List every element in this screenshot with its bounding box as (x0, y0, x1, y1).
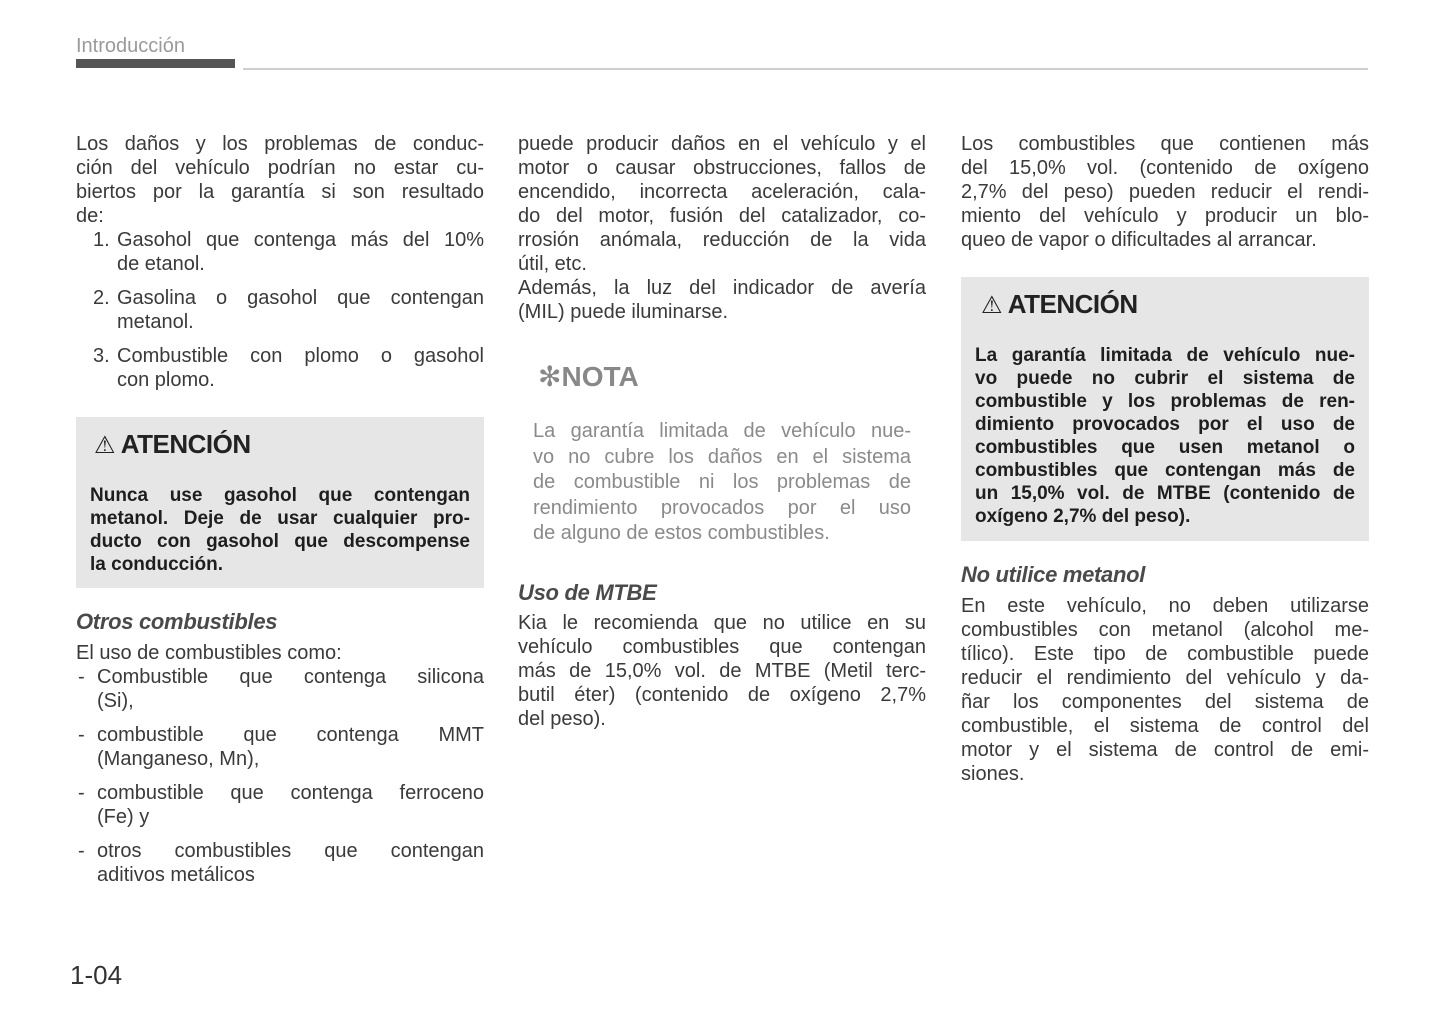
text-line: La garantía limitada de vehículo nue- (533, 420, 911, 442)
dash-text (97, 781, 484, 829)
text-line: otros combustibles que contengan (97, 840, 484, 862)
text-line: miento del vehículo y producir un blo- (961, 205, 1369, 227)
text-line: aditivos metálicos (97, 864, 255, 886)
text-line: de: (76, 205, 104, 227)
text-line: (Fe) y (97, 806, 150, 828)
warning-triangle-icon: ⚠ (981, 292, 1003, 319)
warning-text (975, 344, 1355, 528)
text-line: 2,7% del peso) pueden reducir el rendi- (961, 181, 1369, 203)
text-line: En este vehículo, no deben utilizarse (961, 595, 1369, 617)
text-line: útil, etc. (518, 253, 587, 275)
text-line: motor o causar obstrucciones, fallos de (518, 157, 926, 179)
text-line: siones. (961, 763, 1025, 785)
dash-item (78, 781, 484, 829)
dash-bullet: - (78, 666, 85, 688)
asterisk-icon: ✻ (538, 361, 562, 392)
warning-triangle-icon: ⚠ (94, 432, 116, 459)
text-line: Los combustibles que contienen más (961, 133, 1369, 155)
text-line: un 15,0% vol. de MTBE (contenido de (975, 483, 1355, 504)
dash-item (78, 839, 484, 887)
text-line: Además, la luz del indicador de avería (518, 277, 926, 299)
dash-item (78, 665, 484, 713)
text-line: biertos por la garantía si son resultado (76, 181, 484, 203)
list-number: 3. (93, 345, 110, 367)
text-line: ducto con gasohol que descompense (90, 531, 470, 552)
text-line: reducir el rendimiento del vehículo y da- (961, 667, 1369, 689)
dash-bullet: - (78, 782, 85, 804)
warning-title (981, 289, 1138, 320)
text-line: combustibles con metanol (alcohol me- (961, 619, 1369, 641)
text-line: del 15,0% vol. (contenido de oxígeno (961, 157, 1369, 179)
list-item (93, 286, 484, 334)
text-line: vo puede no cubrir el sistema de (975, 368, 1355, 389)
text-line: (Manganeso, Mn), (97, 748, 260, 770)
list-text (117, 228, 484, 276)
text-line: del peso). (518, 708, 606, 730)
intro-paragraph (76, 132, 484, 228)
text-line: Nunca use gasohol que contengan (90, 485, 470, 506)
text-line: combustible que contenga MMT (97, 724, 484, 746)
warning-box (961, 277, 1369, 541)
text-line: vehículo combustibles que contengan (518, 636, 926, 658)
list-item (93, 344, 484, 392)
text-line: queo de vapor o dificultades al arrancar. (961, 229, 1317, 251)
text-line: más de 15,0% vol. de MTBE (Metil terc- (518, 660, 926, 682)
paragraph (518, 611, 926, 731)
text-line: El uso de combustibles como: (76, 642, 342, 664)
header-divider (243, 68, 1368, 70)
text-line: (MIL) puede iluminarse. (518, 301, 729, 323)
section-title: Introducción (76, 35, 185, 57)
dash-bullet: - (78, 724, 85, 746)
text-line: rrosión anómala, reducción de la vida (518, 229, 926, 251)
text-line: Kia le recomienda que no utilice en su (518, 612, 926, 634)
text-line: combustibles que usen metanol o (975, 437, 1355, 458)
note-title (538, 360, 639, 393)
text-line: Gasolina o gasohol que contengan (117, 287, 484, 309)
list-number: 1. (93, 229, 110, 251)
dash-text (97, 723, 484, 771)
text-line: butil éter) (contenido de oxígeno 2,7% (518, 684, 926, 706)
text-line: combustible y los problemas de ren- (975, 391, 1355, 412)
text-line: do del motor, fusión del catalizador, co- (518, 205, 926, 227)
text-line: combustibles que contengan más de (975, 460, 1355, 481)
text-line: ción del vehículo podrían no estar cu- (76, 157, 484, 179)
text-line: vo no cubre los daños en el sistema (533, 445, 911, 468)
warning-title-text: ATENCIÓN (120, 429, 251, 459)
warning-text (90, 484, 470, 576)
text-line: rendimiento provocados por el uso (533, 496, 911, 519)
warning-title-text: ATENCIÓN (1007, 289, 1138, 319)
warning-title (94, 429, 251, 460)
paragraph (518, 276, 926, 324)
note-text (533, 419, 911, 547)
note-title-text: NOTA (561, 361, 639, 392)
page-number: 1-04 (70, 960, 123, 990)
text-line: combustible que contenga ferroceno (97, 782, 484, 804)
text-line: oxígeno 2,7% del peso). (975, 506, 1191, 527)
text-line: encendido, incorrecta aceleración, cala- (518, 181, 926, 203)
warning-box (76, 417, 484, 588)
text-line: motor y el sistema de control de emi- (961, 739, 1369, 761)
text-line: La garantía limitada de vehículo nue- (975, 345, 1355, 366)
text-line: Combustible con plomo o gasohol (117, 345, 484, 367)
list-text (117, 344, 484, 392)
text-line: dimiento provocados por el uso de (975, 414, 1355, 435)
text-line: de combustible ni los problemas de (533, 471, 911, 493)
dash-text (97, 839, 484, 887)
dash-text (97, 665, 484, 713)
text-line: combustible, el sistema de control del (961, 715, 1369, 737)
section-heading: Uso de MTBE (518, 580, 657, 605)
section-heading: Otros combustibles (76, 609, 278, 634)
text-line: metanol. (117, 311, 194, 333)
text-line: con plomo. (117, 369, 215, 391)
section-heading: No utilice metanol (961, 562, 1146, 587)
text-line: (Si), (97, 690, 134, 712)
paragraph (961, 594, 1369, 786)
list-text (117, 286, 484, 334)
section-bar (76, 59, 235, 68)
paragraph (518, 132, 926, 276)
text-line: puede producir daños en el vehículo y el (518, 133, 926, 155)
list-number: 2. (93, 287, 110, 309)
text-line: de etanol. (117, 253, 205, 275)
list-item (93, 228, 484, 276)
dash-item (78, 723, 484, 771)
dash-bullet: - (78, 840, 85, 862)
paragraph (961, 132, 1369, 252)
lead-text (76, 641, 484, 665)
text-line: tílico). Este tipo de combustible puede (961, 643, 1369, 665)
text-line: Gasohol que contenga más del 10% (117, 229, 484, 251)
text-line: ñar los componentes del sistema de (961, 691, 1369, 713)
text-line: de alguno de estos combustibles. (533, 522, 830, 544)
text-line: Combustible que contenga silicona (97, 666, 484, 688)
text-line: Los daños y los problemas de conduc- (76, 133, 484, 155)
text-line: la conducción. (90, 554, 224, 575)
text-line: metanol. Deje de usar cualquier pro- (90, 508, 470, 529)
